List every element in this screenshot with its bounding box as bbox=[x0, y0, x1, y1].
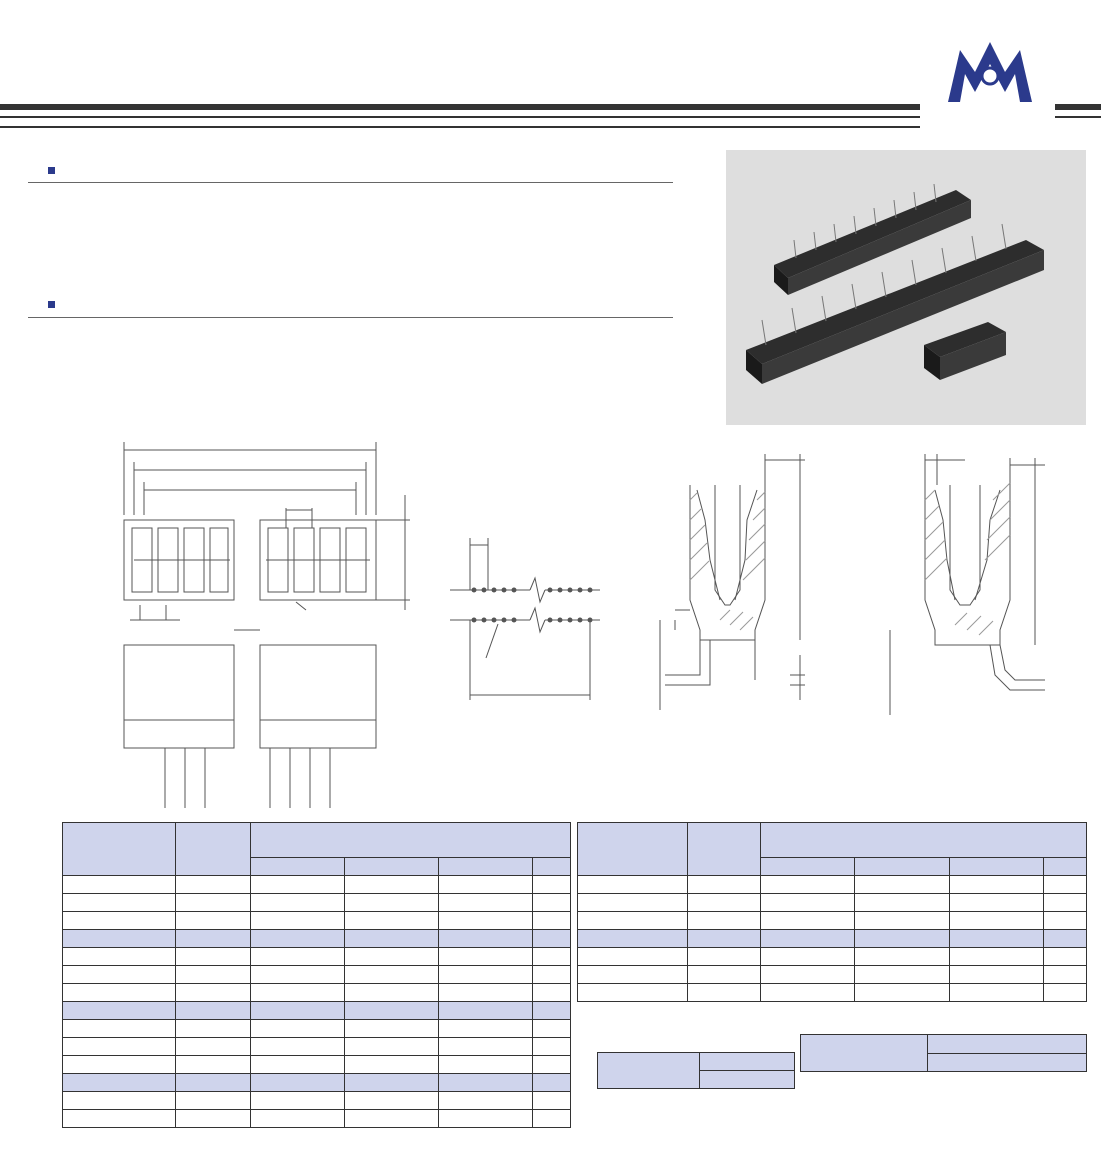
cell-product-no bbox=[63, 1038, 176, 1056]
cell-rem bbox=[1044, 912, 1087, 930]
cell-dim-b bbox=[345, 1110, 439, 1128]
cell-dim-c bbox=[949, 966, 1043, 984]
cell-contacts-per-row bbox=[176, 930, 251, 948]
cell-dim-a bbox=[251, 1056, 345, 1074]
cell-dim-b bbox=[345, 1038, 439, 1056]
cell-contacts-per-row bbox=[176, 984, 251, 1002]
cell-dim-b bbox=[345, 894, 439, 912]
cell-product-no bbox=[578, 912, 688, 930]
cell-dim-a bbox=[760, 912, 854, 930]
brand-logo-icon bbox=[920, 32, 1060, 132]
cell-dim-b bbox=[345, 1002, 439, 1020]
cell-contacts-per-row bbox=[688, 948, 761, 966]
cell-dim-c bbox=[949, 894, 1043, 912]
cell-contacts-per-row bbox=[688, 984, 761, 1002]
table-row bbox=[63, 876, 571, 894]
cell-rem bbox=[533, 876, 571, 894]
table-row bbox=[578, 930, 1087, 948]
cell-dim-a bbox=[251, 984, 345, 1002]
cell-dim-b bbox=[345, 1020, 439, 1038]
material-heading bbox=[48, 156, 63, 181]
cell-product-no bbox=[63, 948, 176, 966]
header-rule-right bbox=[1055, 104, 1101, 110]
cell-product-no bbox=[578, 966, 688, 984]
cell-product-no bbox=[63, 1110, 176, 1128]
col-a bbox=[760, 858, 854, 876]
col-p bbox=[700, 1071, 795, 1089]
cell-product-no bbox=[578, 894, 688, 912]
cell-dim-a bbox=[251, 966, 345, 984]
cell-product-no bbox=[578, 876, 688, 894]
product-table-right bbox=[577, 822, 1087, 1002]
table-row bbox=[63, 1110, 571, 1128]
header-rule-thick bbox=[0, 104, 920, 110]
cell-dim-c bbox=[439, 984, 533, 1002]
cell-contacts-per-row bbox=[176, 912, 251, 930]
cell-rem bbox=[533, 894, 571, 912]
col-rem bbox=[1044, 858, 1087, 876]
table-row bbox=[63, 1074, 571, 1092]
cell-product-no bbox=[63, 930, 176, 948]
table-row bbox=[63, 984, 571, 1002]
cell-contacts-per-row bbox=[688, 930, 761, 948]
cell-dim-a bbox=[760, 894, 854, 912]
cell-dim-c bbox=[439, 930, 533, 948]
cell-dim-b bbox=[855, 876, 949, 894]
cell-dim-b bbox=[855, 948, 949, 966]
cell-rem bbox=[533, 1074, 571, 1092]
cell-contacts-per-row bbox=[688, 912, 761, 930]
col-a bbox=[251, 858, 345, 876]
cell-dim-a bbox=[760, 930, 854, 948]
cell-contacts-per-row bbox=[176, 1074, 251, 1092]
cell-contacts-per-row bbox=[176, 1002, 251, 1020]
col-b bbox=[345, 858, 439, 876]
col-solder-length bbox=[801, 1035, 928, 1072]
cell-contacts-per-row bbox=[688, 876, 761, 894]
table-row bbox=[63, 1092, 571, 1110]
cell-dim-c bbox=[439, 912, 533, 930]
cell-contacts-per-row bbox=[176, 948, 251, 966]
cell-product-no bbox=[63, 1002, 176, 1020]
col-dimensions bbox=[251, 823, 571, 858]
cell-dim-c bbox=[439, 1074, 533, 1092]
cell-rem bbox=[533, 948, 571, 966]
table-row bbox=[578, 894, 1087, 912]
cell-dim-b bbox=[345, 1056, 439, 1074]
cell-product-no bbox=[63, 1092, 176, 1110]
cell-dim-c bbox=[949, 948, 1043, 966]
cell-rem bbox=[533, 1020, 571, 1038]
col-contacts bbox=[176, 823, 251, 876]
table-row bbox=[578, 876, 1087, 894]
solder-length-table bbox=[800, 1034, 1087, 1072]
table-row bbox=[578, 984, 1087, 1002]
cell-dim-c bbox=[949, 876, 1043, 894]
cell-product-no bbox=[63, 1056, 176, 1074]
cell-dim-c bbox=[949, 930, 1043, 948]
col-products bbox=[578, 823, 688, 876]
cell-dim-a bbox=[760, 876, 854, 894]
cell-dim-a bbox=[251, 876, 345, 894]
header-rule-thin bbox=[0, 116, 920, 118]
cell-contacts-per-row bbox=[176, 1038, 251, 1056]
cell-product-no bbox=[578, 930, 688, 948]
material-rule bbox=[28, 182, 673, 183]
table-row bbox=[63, 948, 571, 966]
cell-dim-a bbox=[760, 948, 854, 966]
cell-dim-a bbox=[251, 912, 345, 930]
cell-contacts-per-row bbox=[688, 894, 761, 912]
cell-contacts-per-row bbox=[176, 894, 251, 912]
cell-dim-c bbox=[439, 948, 533, 966]
cell-rem bbox=[533, 1092, 571, 1110]
cell-dim-b bbox=[855, 912, 949, 930]
cell-dim-b bbox=[345, 912, 439, 930]
cell-contacts-per-row bbox=[688, 966, 761, 984]
cell-dim-c bbox=[439, 1110, 533, 1128]
cell-contacts-per-row bbox=[176, 876, 251, 894]
cell-product-no bbox=[63, 876, 176, 894]
cell-dim-b bbox=[345, 948, 439, 966]
cell-dim-a bbox=[760, 966, 854, 984]
cell-contacts-per-row bbox=[176, 1092, 251, 1110]
col-c bbox=[949, 858, 1043, 876]
table-row bbox=[63, 1038, 571, 1056]
col-dimensions bbox=[700, 1053, 795, 1071]
cell-rem bbox=[533, 1110, 571, 1128]
table-row bbox=[578, 966, 1087, 984]
cell-rem bbox=[533, 1038, 571, 1056]
table-row bbox=[578, 912, 1087, 930]
cell-contacts-per-row bbox=[176, 1020, 251, 1038]
cell-rem bbox=[1044, 984, 1087, 1002]
col-dimensions bbox=[928, 1035, 1087, 1054]
cell-product-no bbox=[63, 966, 176, 984]
cell-contacts-per-row bbox=[176, 1110, 251, 1128]
cell-contacts-per-row bbox=[176, 966, 251, 984]
cell-product-no bbox=[63, 1020, 176, 1038]
cell-dim-a bbox=[251, 894, 345, 912]
cell-contacts-per-row bbox=[176, 1056, 251, 1074]
cell-rem bbox=[533, 912, 571, 930]
header-rule-thin-2 bbox=[0, 126, 920, 128]
col-l bbox=[928, 1053, 1087, 1072]
table-row bbox=[63, 930, 571, 948]
cell-dim-b bbox=[855, 984, 949, 1002]
cell-dim-a bbox=[760, 984, 854, 1002]
col-contacts bbox=[688, 823, 761, 876]
cell-dim-c bbox=[439, 894, 533, 912]
cell-dim-c bbox=[439, 1002, 533, 1020]
table-row bbox=[63, 1002, 571, 1020]
cell-dim-a bbox=[251, 1002, 345, 1020]
cell-product-no bbox=[578, 948, 688, 966]
col-dimensions bbox=[760, 823, 1086, 858]
section-a-a-drawing-1 bbox=[605, 440, 855, 720]
cell-dim-b bbox=[345, 1074, 439, 1092]
cell-dim-c bbox=[439, 1038, 533, 1056]
cell-rem bbox=[533, 984, 571, 1002]
solder-position-table bbox=[597, 1052, 795, 1089]
col-rem bbox=[533, 858, 571, 876]
cell-dim-b bbox=[855, 894, 949, 912]
table-row bbox=[63, 912, 571, 930]
cell-rem bbox=[533, 930, 571, 948]
cell-dim-b bbox=[855, 966, 949, 984]
section-a-a-drawing-2 bbox=[855, 440, 1101, 730]
cell-dim-a bbox=[251, 948, 345, 966]
col-products bbox=[63, 823, 176, 876]
product-table-left bbox=[62, 822, 571, 1128]
cell-dim-c bbox=[439, 1092, 533, 1110]
cell-dim-a bbox=[251, 1074, 345, 1092]
table-row bbox=[63, 1056, 571, 1074]
cell-rem bbox=[533, 1002, 571, 1020]
cell-rem bbox=[1044, 876, 1087, 894]
cell-dim-c bbox=[949, 984, 1043, 1002]
cell-rem bbox=[533, 966, 571, 984]
pcb-layout-drawing bbox=[430, 520, 610, 780]
cell-dim-a bbox=[251, 1020, 345, 1038]
cell-dim-b bbox=[345, 966, 439, 984]
electrical-rule bbox=[28, 317, 673, 318]
cell-product-no bbox=[63, 984, 176, 1002]
electrical-heading bbox=[48, 290, 63, 315]
header-rule-right-2 bbox=[1055, 116, 1101, 118]
cell-dim-b bbox=[345, 930, 439, 948]
col-c bbox=[439, 858, 533, 876]
cell-dim-a bbox=[251, 1110, 345, 1128]
cell-rem bbox=[1044, 894, 1087, 912]
cell-dim-c bbox=[439, 966, 533, 984]
cell-dim-b bbox=[345, 984, 439, 1002]
cell-rem bbox=[1044, 930, 1087, 948]
table-row bbox=[63, 894, 571, 912]
col-b bbox=[855, 858, 949, 876]
cell-dim-b bbox=[855, 930, 949, 948]
cell-product-no bbox=[63, 894, 176, 912]
table-row bbox=[63, 1020, 571, 1038]
cell-dim-a bbox=[251, 1038, 345, 1056]
cell-dim-b bbox=[345, 876, 439, 894]
cell-rem bbox=[1044, 966, 1087, 984]
table-row bbox=[578, 948, 1087, 966]
cell-product-no bbox=[63, 1074, 176, 1092]
table-row bbox=[63, 966, 571, 984]
col-solder-position bbox=[598, 1053, 700, 1089]
cell-dim-a bbox=[251, 930, 345, 948]
cell-product-no bbox=[578, 984, 688, 1002]
cell-rem bbox=[533, 1056, 571, 1074]
cell-dim-c bbox=[439, 876, 533, 894]
cell-dim-b bbox=[345, 1092, 439, 1110]
cell-dim-c bbox=[439, 1056, 533, 1074]
cell-dim-a bbox=[251, 1092, 345, 1110]
cell-dim-c bbox=[439, 1020, 533, 1038]
cell-dim-c bbox=[949, 912, 1043, 930]
cell-rem bbox=[1044, 948, 1087, 966]
cell-product-no bbox=[63, 912, 176, 930]
product-photo bbox=[726, 150, 1086, 425]
